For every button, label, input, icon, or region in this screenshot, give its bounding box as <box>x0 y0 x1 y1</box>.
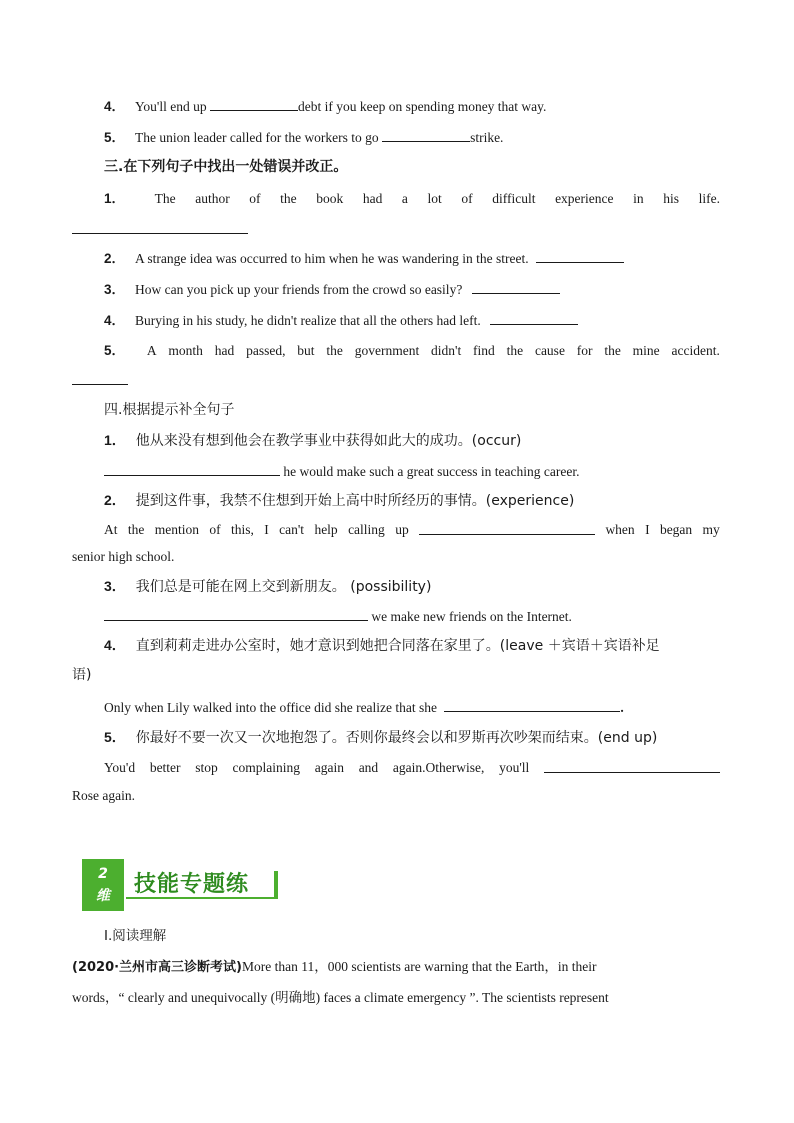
section-4-header: 四.根据提示补全句子 <box>104 402 235 418</box>
word: A <box>146 343 157 358</box>
reading-paragraph-line-1: (2020·兰州市高三诊断考试)More than 11，000 scientists are warning that the Earth，in their <box>72 959 597 975</box>
exercise-2-item-4: 4． You'll end up debt if you keep on spending money that way. <box>104 99 547 114</box>
word: passed, <box>246 343 286 358</box>
exercise-3-item-3: 3． How can you pick up your friends from the crowd so easily? <box>104 280 720 299</box>
exercise-3-item-4: 4． Burying in his study, he didn't realize that all the others had left. <box>104 311 720 330</box>
word: the <box>127 522 145 537</box>
word: difficult <box>492 191 536 206</box>
word: the <box>604 343 621 358</box>
word: when <box>605 522 635 537</box>
word: book <box>316 191 344 206</box>
banner-underline <box>126 897 278 899</box>
exercise-3-item-1 <box>104 190 720 208</box>
word: in <box>633 191 644 206</box>
word: government <box>354 343 420 358</box>
answer-blank[interactable] <box>444 698 620 712</box>
section-3-header: 三.在下列句子中找出一处错误并改正。 <box>104 159 348 175</box>
word: again.Otherwise, <box>392 760 485 775</box>
word: my <box>702 522 720 537</box>
answer-blank[interactable] <box>490 311 578 325</box>
exercise-2-item-5: 5． The union leader called for the workers to go strike. <box>104 130 504 145</box>
exercise-4-item-4-sentence: Only when Lily walked into the office did she realize that she . <box>104 700 624 715</box>
word: this, <box>231 522 254 537</box>
word: and <box>358 760 379 775</box>
word: up <box>395 522 409 537</box>
word: you'll <box>499 760 530 775</box>
item-number: 1． <box>104 191 126 206</box>
banner-corner <box>274 871 278 899</box>
exercise-4-item-1-sentence: he would make such a great success in teaching career. <box>104 462 720 481</box>
exercise-4-item-5-sentence <box>104 759 720 777</box>
answer-blank[interactable] <box>472 280 560 294</box>
level-badge: 2 维 <box>82 859 124 911</box>
word: month <box>168 343 203 358</box>
word: find <box>473 343 495 358</box>
exercise-3-item-5 <box>104 342 720 360</box>
answer-blank[interactable] <box>72 371 128 385</box>
word: had <box>362 191 383 206</box>
answer-blank[interactable] <box>382 128 470 142</box>
word: accident. <box>671 343 720 358</box>
exercise-4-item-3-prompt: 3． 我们总是可能在网上交到新朋友。 (possibility) <box>104 578 432 595</box>
exercise-4-item-2-continuation: senior high school. <box>72 549 175 564</box>
word: of <box>249 191 261 206</box>
word: life. <box>698 191 720 206</box>
word: but <box>297 343 315 358</box>
word: better <box>149 760 181 775</box>
word: of <box>209 522 221 537</box>
word: of <box>461 191 473 206</box>
word: complaining <box>232 760 300 775</box>
word: didn't <box>431 343 462 358</box>
word: again <box>314 760 344 775</box>
word: stop <box>195 760 218 775</box>
word: cause <box>534 343 565 358</box>
word: help <box>314 522 338 537</box>
answer-blank[interactable] <box>72 220 248 234</box>
answer-blank[interactable] <box>544 759 720 773</box>
exercise-4-item-3-sentence: we make new friends on the Internet. <box>104 607 720 626</box>
word: mention <box>154 522 199 537</box>
exercise-4-item-5-prompt: 5． 你最好不要一次又一次地抱怨了。否则你最终会以和罗斯再次吵架而结束。(end up) <box>104 729 658 746</box>
word: calling <box>348 522 385 537</box>
answer-blank[interactable] <box>210 97 298 111</box>
exercise-4-item-5-continuation: Rose again. <box>72 788 135 803</box>
reading-paragraph-line-2: words，“ clearly and unequivocally (明确地) faces a climate emergency ”. The scientists represent <box>72 990 609 1005</box>
banner-title: 技能专题练 <box>134 872 250 897</box>
word: a <box>401 191 408 206</box>
item-number: 5． <box>104 343 126 358</box>
exercise-4-item-4-prompt: 4． 直到莉莉走进办公室时，她才意识到她把合同落在家里了。(leave ＋宾语＋宾语补足 <box>104 637 660 654</box>
answer-blank[interactable] <box>104 462 280 476</box>
word: the <box>280 191 297 206</box>
word: the <box>506 343 524 358</box>
word: for <box>576 343 593 358</box>
exercise-3-item-2: 2． A strange idea was occurred to him when he was wandering in the street. <box>104 249 720 268</box>
word: lot <box>427 191 442 206</box>
word: the <box>326 343 343 358</box>
word: At <box>104 522 118 537</box>
answer-blank[interactable] <box>419 521 595 535</box>
word: You'd <box>104 760 136 775</box>
reading-header: Ⅰ.阅读理解 <box>104 928 167 944</box>
word: began <box>659 522 693 537</box>
word: his <box>663 191 679 206</box>
word: author <box>195 191 230 206</box>
word: had <box>214 343 235 358</box>
exercise-4-item-2-prompt: 2． 提到这件事，我禁不住想到开始上高中时所经历的事情。(experience) <box>104 492 575 509</box>
word: I <box>645 522 650 537</box>
word: experience <box>555 191 614 206</box>
word: I <box>264 522 269 537</box>
answer-blank[interactable] <box>104 607 368 621</box>
exercise-4-item-1-prompt: 1． 他从来没有想到他会在教学事业中获得如此大的成功。(occur) <box>104 432 522 449</box>
word: The <box>154 191 176 206</box>
answer-blank[interactable] <box>536 249 624 263</box>
word: can't <box>279 522 305 537</box>
exercise-4-item-4-prompt-continuation: 语) <box>72 667 92 683</box>
exercise-4-item-2-sentence <box>104 521 720 539</box>
word: mine <box>632 343 660 358</box>
skills-practice-banner <box>82 859 278 911</box>
